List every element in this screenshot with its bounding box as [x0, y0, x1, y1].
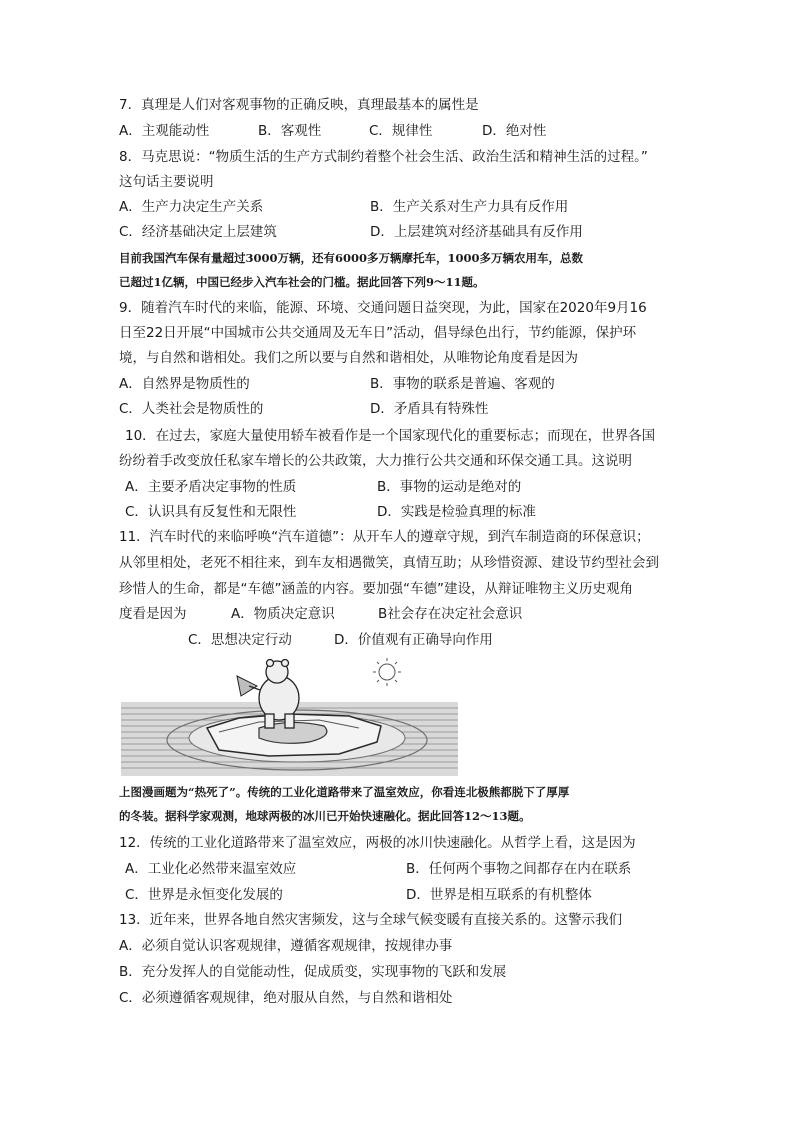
q8-option-d: D．上层建筑对经济基础具有反作用	[370, 224, 583, 240]
q9-option-d: D．矛盾具有特殊性	[370, 401, 489, 417]
material2-line1: 上图漫画题为“热死了”。传统的工业化道路带来了温室效应，你看连北极熊都脱下了厚厚	[119, 785, 570, 799]
q7-option-a: A．主观能动性	[119, 123, 210, 139]
q10-option-d: D．实践是检验真理的标准	[377, 504, 536, 520]
q7-option-b: B．客观性	[258, 123, 322, 139]
q9-stem-line3: 境，与自然和谐相处。我们之所以要与自然和谐相处，从唯物论角度看是因为	[119, 350, 578, 366]
q12-stem: 12．传统的工业化道路带来了温室效应，两极的冰川快速融化。从哲学上看，这是因为	[119, 835, 636, 851]
q8-option-a: A．生产力决定生产关系	[119, 199, 264, 215]
q11-stem-line1: 11．汽车时代的来临呼唤“汽车道德”：从开车人的遵章守规，到汽车制造商的环保意识；	[119, 529, 650, 545]
q10-stem-line1: 10．在过去，家庭大量使用轿车被看作是一个国家现代化的重要标志；而现在，世界各国	[125, 428, 656, 444]
q12-option-a: A．工业化必然带来温室效应	[125, 861, 297, 877]
q9-option-b: B．事物的联系是普遍、客观的	[370, 376, 555, 392]
q7-option-d: D．绝对性	[482, 123, 547, 139]
q12-option-c: C．世界是永恒变化发展的	[125, 887, 283, 903]
q8-option-b: B．生产关系对生产力具有反作用	[370, 199, 569, 215]
q11-stem-line2: 从邻里相处，老死不相往来，到车友相遇微笑，真情互助；从珍惜资源、建设节约型社会到	[119, 555, 659, 571]
q10-stem-line2: 纷纷着手改变放任私家车增长的公共政策，大力推行公共交通和环保交通工具。这说明	[119, 453, 632, 469]
material2-line2: 的冬装。据科学家观测，地球两极的冰川已开始快速融化。据此回答12～13题。	[119, 809, 531, 823]
q10-option-a: A．主要矛盾决定事物的性质	[125, 479, 297, 495]
q8-option-c: C．经济基础决定上层建筑	[119, 224, 277, 240]
material1-line2: 已超过1亿辆，中国已经步入汽车社会的门槛。据此回答下列9～11题。	[119, 275, 485, 289]
q8-stem-line2: 这句话主要说明	[119, 174, 214, 190]
q12-option-d: D．世界是相互联系的有机整体	[406, 887, 592, 903]
q11-option-c: C．思想决定行动	[188, 632, 292, 648]
q9-stem-line2: 日至22日开展“中国城市公共交通周及无车日”活动，倡导绿色出行，节约能源，保护环	[119, 325, 637, 341]
q9-option-a: A．自然界是物质性的	[119, 376, 250, 392]
q13-option-c: C．必须遵循客观规律，绝对服从自然，与自然和谐相处	[119, 990, 453, 1006]
q11-option-b: B社会存在决定社会意识	[378, 606, 523, 622]
q11-option-d: D．价值观有正确导向作用	[334, 632, 493, 648]
q13-option-b: B．充分发挥人的自觉能动性，促成质变，实现事物的飞跃和发展	[119, 964, 507, 980]
q11-stem-line3: 珍惜人的生命，都是“车德”涵盖的内容。要加强“车德”建设，从辩证唯物主义历史观角	[119, 581, 633, 597]
q9-stem-line1: 9．随着汽车时代的来临，能源、环境、交通问题日益突现，为此，国家在2020年9月16	[119, 300, 647, 316]
q9-option-c: C．人类社会是物质性的	[119, 401, 264, 417]
q10-option-c: C．认识具有反复性和无限性	[125, 504, 297, 520]
q13-stem: 13．近年来，世界各地自然灾害频发，这与全球气候变暖有直接关系的。这警示我们	[119, 912, 623, 928]
q7-stem: 7．真理是人们对客观事物的正确反映，真理最基本的属性是	[119, 97, 479, 113]
cartoon-polar-bear-image	[119, 656, 460, 778]
q11-stem-line4: 度看是因为	[119, 606, 187, 622]
q10-option-b: B．事物的运动是绝对的	[377, 479, 522, 495]
q13-option-a: A．必须自觉认识客观规律，遵循客观规律，按规律办事	[119, 938, 453, 954]
q11-option-a: A．物质决定意识	[231, 606, 335, 622]
q8-stem-line1: 8．马克思说：“物质生活的生产方式制约着整个社会生活、政治生活和精神生活的过程。”	[119, 149, 648, 165]
material1-line1: 目前我国汽车保有量超过3000万辆，还有6000多万辆摩托车，1000多万辆农用车，总数	[119, 251, 584, 265]
q12-option-b: B．任何两个事物之间都存在内在联系	[406, 861, 632, 877]
q7-option-c: C．规律性	[369, 123, 433, 139]
